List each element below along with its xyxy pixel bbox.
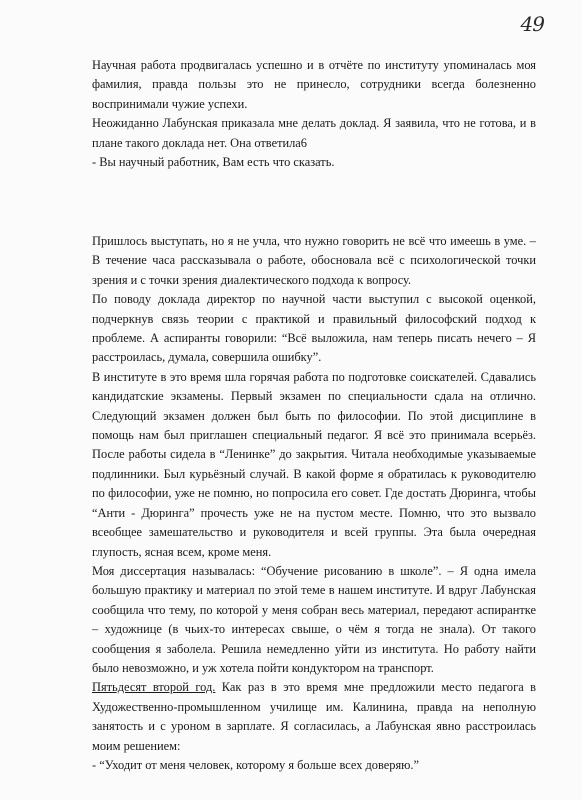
paragraph-year (92, 678, 536, 756)
year-text: Как раз в это время мне предложили место педагога в Художественно-промышленном училище им. Калинина, правда на неполную занятость и с уроном в зарплате. Я согласилась, а Лабунская явно расстроилась моим решением: (92, 680, 536, 753)
paragraph: Научная работа продвигалась успешно и в отчёте по институту упоминалась моя фамилия, правда пользы это не принесло, сотрудники всегда болезненно воспринимали чужие успехи. (92, 58, 536, 111)
year-heading: Пятьдесят второй год. (92, 680, 216, 695)
main-text-block (92, 232, 536, 775)
paragraph: Пришлось выступать, но я не учла, что нужно говорить не всё что имеешь в уме. – В течение часа рассказывала о работе, обосновала всё с психологической точки зрения и с точки зрения диалектического подхода к вопросу. (92, 234, 536, 287)
top-text-block (92, 56, 536, 172)
paragraph: Моя диссертация называлась: “Обучение рисованию в школе”. – Я одна имела большую практику и материал по этой теме в нашем институте. И вдруг Лабунская сообщила что тему, по которой у меня собран весь материал, передают аспирантке – художнице (в чьих-то интересах свыше, о чём я тогда не знала). От такого сообщения я заболела. Решила немедленно уйти из института. Но работу найти было невозможно, и уж хотела пойти кондуктором на транспорт. (92, 563, 536, 675)
paragraph: Неожиданно Лабунская приказала мне делать доклад. Я заявила, что не готова, и в плане такого доклада нет. Она ответила6 (92, 116, 536, 150)
paragraph: В институте в это время шла горячая работа по подготовке соискателей. Сдавались кандидатские экзамены. Первый экзамен по специальности сдала на отлично. Следующий экзамен должен был быть по философии. По этой дисциплине в помощь нам был приглашен специальный педагог. Я всё это принимала всерьёз. После работы сидела в “Ленинке” до закрытия. Читала необходимые указываемые подлинники. Был курьёзный случай. В какой форме я обратилась к руководителю по философии, уже не помню, но попросила его совет. Где достать Дюринга, чтобы “Анти - Дюринга” прочесть уже не на пустом месте. Помню, что это вызвало всеобщее замешательство и руководителя и всей группы. Эта была очередная глупость, ясная всем, кроме меня. (92, 369, 536, 559)
page-number: 49 (520, 12, 544, 36)
paragraph: - Вы научный работник, Вам есть что сказать. (92, 155, 335, 170)
paragraph: По поводу доклада директор по научной части выступил с высокой оценкой, подчеркнув связь теории с практикой и правильный философский подход к проблеме. А аспиранты говорили: “Всё выложила, нам теперь писать нечего – Я расстроилась, думала, совершила ошибку”. (92, 292, 536, 365)
paragraph: - “Уходит от меня человек, которому я больше всех доверяю.” (92, 757, 420, 772)
